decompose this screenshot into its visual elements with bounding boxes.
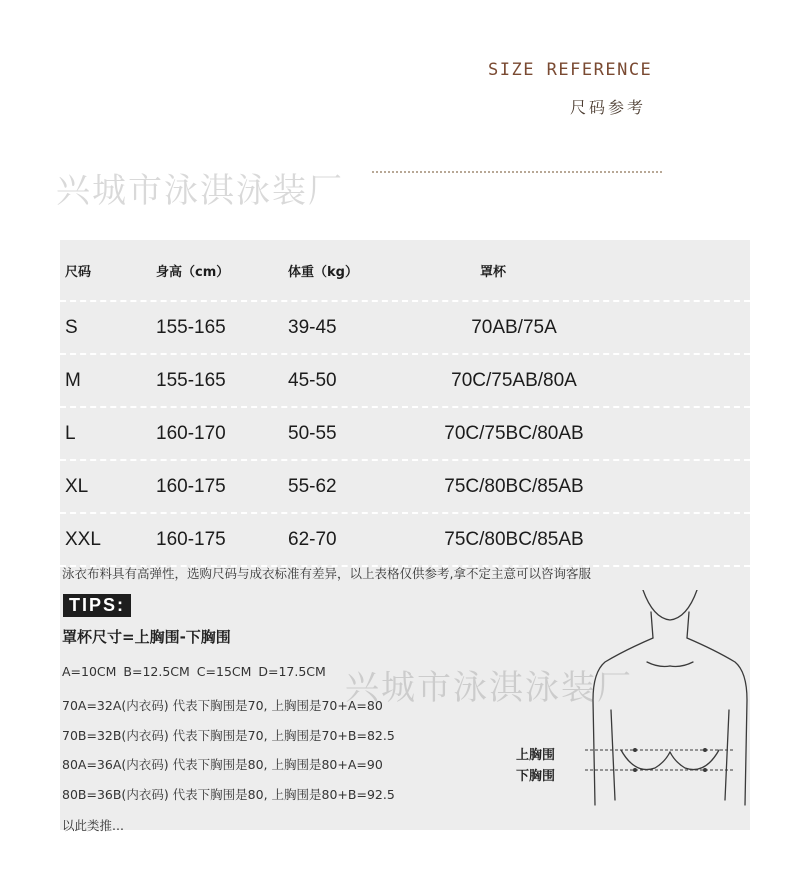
header-height: 身高（cm） [156,264,230,280]
cup-cell: 75C/80BC/85AB [444,475,584,497]
cup-cell: 70C/75AB/80A [451,369,577,391]
size-cell: XXL [65,528,101,550]
watermark-top: 兴城市泳淇泳装厂 [56,171,344,211]
watermark-middle: 兴城市泳淇泳装厂 [345,668,633,708]
table-row [60,355,750,408]
dotted-divider [372,171,662,173]
height-cell: 155-165 [156,316,226,338]
weight-cell: 62-70 [288,528,337,550]
table-row [60,514,750,567]
tips-badge: TIPS: [63,594,131,617]
size-cell: M [65,369,81,391]
size-table [60,240,750,567]
cup-cell: 70C/75BC/80AB [444,422,584,444]
height-cell: 160-170 [156,422,226,444]
table-row [60,461,750,514]
size-cell: S [65,316,78,338]
weight-cell: 45-50 [288,369,337,391]
table-row [60,408,750,461]
example-line: 70A=32A(内衣码) 代表下胸围是70, 上胸围是70+A=80 [62,698,383,713]
cup-formula: 罩杯尺寸=上胸围-下胸围 [62,628,231,646]
height-cell: 160-175 [156,528,226,550]
height-cell: 160-175 [156,475,226,497]
example-line: 80B=36B(内衣码) 代表下胸围是80, 上胸围是80+B=92.5 [62,787,395,802]
cup-cell: 75C/80BC/85AB [444,528,584,550]
size-cell: L [65,422,76,444]
title-chinese: 尺码参考 [570,98,647,117]
size-disclaimer: 泳衣布料具有高弹性，选购尺码与成衣标准有差异，以上表格仅供参考,拿不定主意可以咨询客服 [62,566,591,581]
header-size: 尺码 [65,264,92,280]
height-cell: 155-165 [156,369,226,391]
example-line: 80A=36A(内衣码) 代表下胸围是80, 上胸围是80+A=90 [62,757,383,772]
weight-cell: 39-45 [288,316,337,338]
table-header-row [60,240,750,302]
upper-bust-label: 上胸围 [516,748,556,763]
header-weight: 体重（kg） [288,264,358,280]
header-cup: 罩杯 [480,264,507,280]
cup-values: A=10CM B=12.5CM C=15CM D=17.5CM [62,664,326,679]
lower-bust-label: 下胸围 [516,769,556,784]
title-english: SIZE REFERENCE [488,60,653,80]
table-row [60,302,750,355]
cup-cell: 70AB/75A [471,316,557,338]
etc-line: 以此类推... [62,818,124,833]
weight-cell: 55-62 [288,475,337,497]
body-measurement-illustration [585,590,755,830]
size-cell: XL [65,475,89,497]
weight-cell: 50-55 [288,422,337,444]
example-line: 70B=32B(内衣码) 代表下胸围是70, 上胸围是70+B=82.5 [62,728,395,743]
